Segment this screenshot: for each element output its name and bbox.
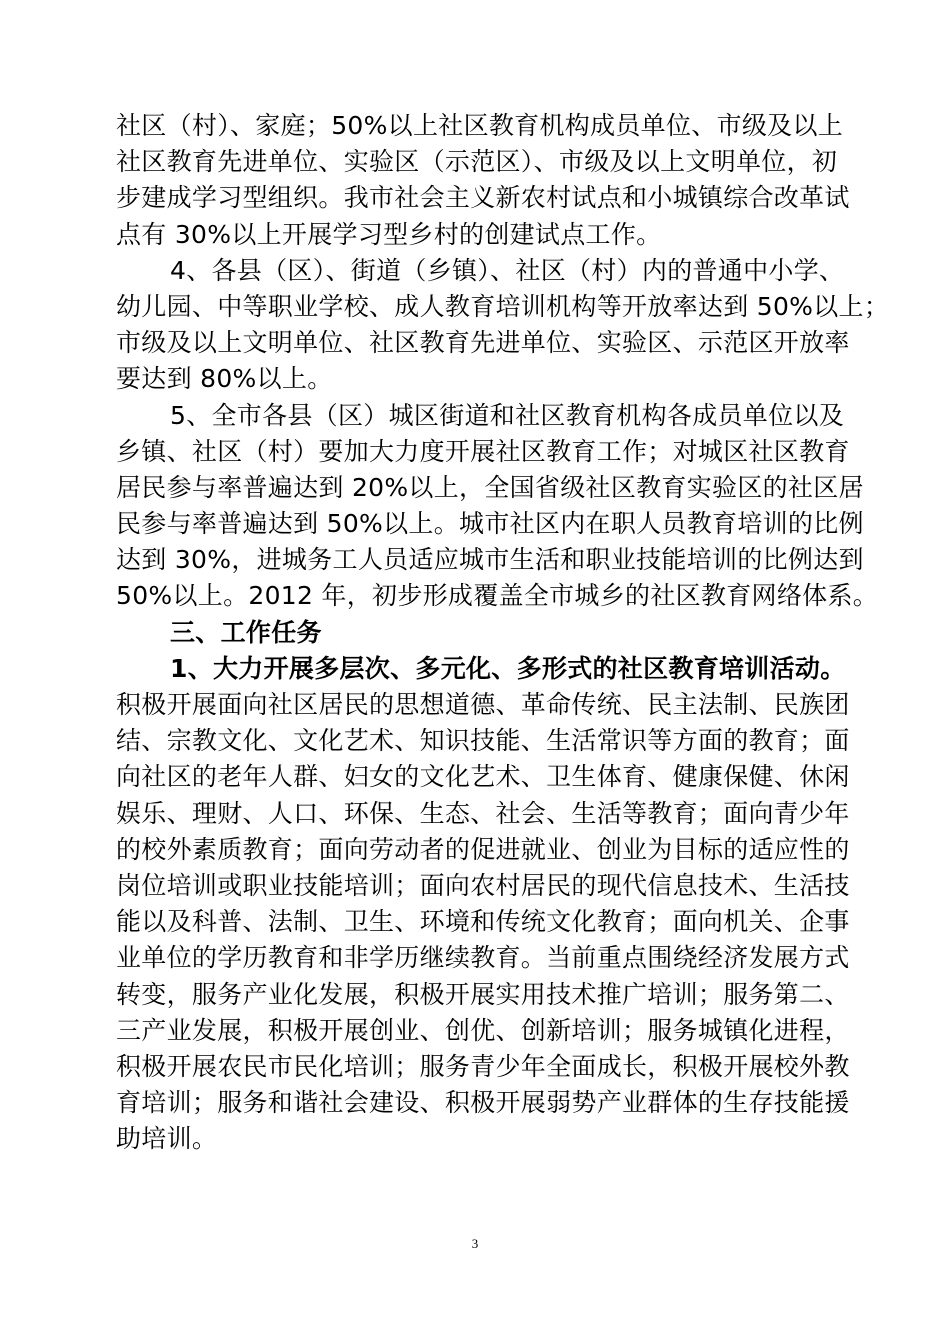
paragraph-line: 达到 30%，进城务工人员适应城市生活和职业技能培训的比例达到 [116, 545, 864, 575]
paragraph-line: 能以及科普、法制、卫生、环境和传统文化教育；面向机关、企事 [116, 907, 850, 937]
paragraph-line: 社区（村）、家庭；50%以上社区教育机构成员单位、市级及以上 [116, 111, 844, 140]
paragraph-line: 三产业发展，积极开展创业、创优、创新培训；服务城镇化进程， [116, 1015, 850, 1045]
paragraph-line: 转变，服务产业化发展，积极开展实用技术推广培训；服务第二、 [116, 979, 850, 1009]
document-body [116, 108, 890, 1157]
paragraph-line: 市级及以上文明单位、社区教育先进单位、实验区、示范区开放率 [116, 328, 850, 358]
paragraph-line: 乡镇、社区（村）要加大力度开展社区教育工作；对城区社区教育 [116, 436, 850, 466]
section-heading: 三、工作任务 [170, 617, 322, 647]
paragraph-line: 要达到 80%以上。 [116, 364, 333, 394]
paragraph-line: 社区教育先进单位、实验区（示范区）、市级及以上文明单位，初 [116, 147, 838, 177]
paragraph-line: 民参与率普遍达到 50%以上。城市社区内在职人员教育培训的比例 [116, 509, 864, 539]
paragraph-line: 娱乐、理财、人口、环保、生态、社会、生活等教育；面向青少年 [116, 798, 850, 828]
paragraph-line: 点有 30%以上开展学习型乡村的创建试点工作。 [116, 219, 662, 249]
paragraph-line: 向社区的老年人群、妇女的文化艺术、卫生体育、健康保健、休闲 [116, 762, 850, 792]
paragraph-line: 5、全市各县（区）城区街道和社区教育机构各成员单位以及 [170, 400, 845, 430]
paragraph-line: 积极开展面向社区居民的思想道德、革命传统、民主法制、民族团 [116, 690, 850, 719]
paragraph-line: 育培训；服务和谐社会建设、积极开展弱势产业群体的生存技能援 [116, 1088, 850, 1118]
paragraph-line: 4、各县（区）、街道（乡镇）、社区（村）内的普通中小学、 [170, 255, 845, 285]
paragraph-line: 助培训。 [116, 1124, 218, 1154]
paragraph-line: 步建成学习型组织。我市社会主义新农村试点和小城镇综合改革试 [116, 183, 850, 213]
page-number: 3 [471, 1236, 479, 1251]
paragraph-line: 积极开展农民市民化培训；服务青少年全面成长，积极开展校外教 [116, 1051, 850, 1081]
paragraph-line: 业单位的学历教育和非学历继续教育。当前重点围绕经济发展方式 [116, 943, 850, 973]
paragraph-line: 幼儿园、中等职业学校、成人教育培训机构等开放率达到 50%以上； [116, 291, 890, 321]
paragraph-line: 的校外素质教育；面向劳动者的促进就业、创业为目标的适应性的 [116, 834, 850, 864]
subsection-heading: 1、大力开展多层次、多元化、多形式的社区教育培训活动。 [170, 653, 846, 683]
paragraph-line: 结、宗教文化、文化艺术、知识技能、生活常识等方面的教育；面 [116, 726, 850, 756]
paragraph-line: 岗位培训或职业技能培训；面向农村居民的现代信息技术、生活技 [116, 870, 850, 900]
paragraph-line: 居民参与率普遍达到 20%以上，全国省级社区教育实验区的社区居 [116, 472, 864, 502]
paragraph-line: 50%以上。2012 年，初步形成覆盖全市城乡的社区教育网络体系。 [116, 581, 879, 611]
